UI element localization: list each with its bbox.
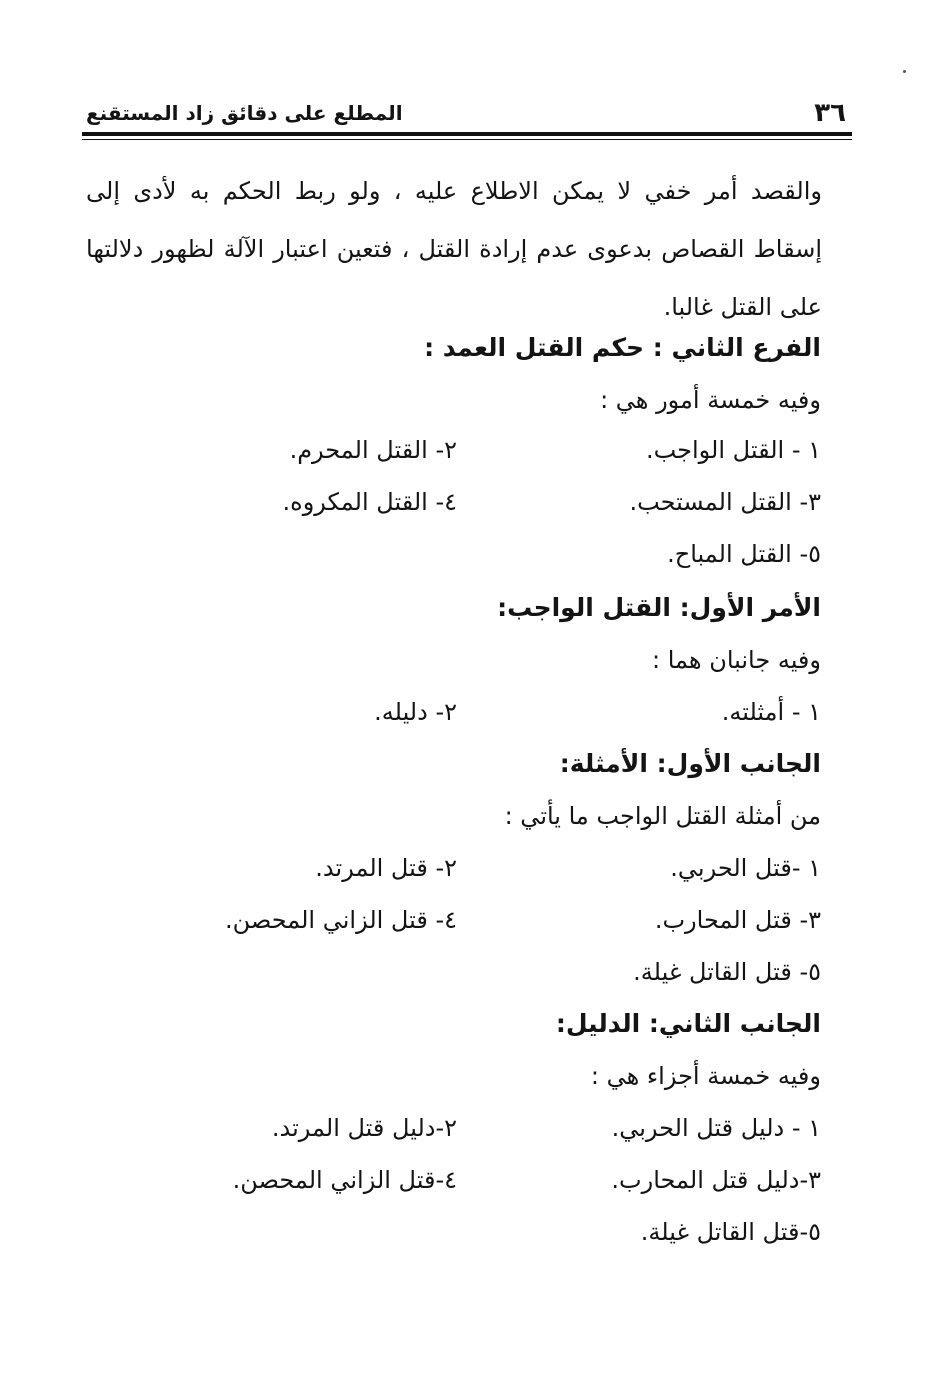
book-title: المطلع على دقائق زاد المستقنع xyxy=(86,101,403,125)
list-item: ٤- القتل المكروه. xyxy=(282,488,457,516)
heading-side1: الجانب الأول: الأمثلة: xyxy=(559,749,821,778)
list-item: ٣-دليل قتل المحارب. xyxy=(611,1166,821,1194)
page-number: ٣٦ xyxy=(814,98,846,128)
intro-paragraph: والقصد أمر خفي لا يمكن الاطلاع عليه ، ولو ربط الحكم به لأدى إلى إسقاط القصاص بدعوى عدم إرادة القتل ، فتعين اعتبار الآلة لظهور دلالتها على القتل غالبا. xyxy=(86,177,822,321)
list-item: ٢- قتل المرتد. xyxy=(315,854,457,882)
list-item: ٥- القتل المباح. xyxy=(667,540,821,568)
list-item: ١ -قتل الحربي. xyxy=(670,854,821,882)
branch2-intro: وفيه خمسة أمور هي : xyxy=(600,386,821,414)
list-item: ٢- دليله. xyxy=(374,698,457,726)
list-item: ٣- القتل المستحب. xyxy=(629,488,821,516)
list-item: ٥-قتل القاتل غيلة. xyxy=(640,1218,821,1246)
side2-intro: وفيه خمسة أجزاء هي : xyxy=(590,1062,821,1090)
scan-speck xyxy=(903,70,906,73)
list-item: ١ - القتل الواجب. xyxy=(645,436,821,464)
list-item: ٢- القتل المحرم. xyxy=(289,436,457,464)
header-rule-thin xyxy=(82,139,852,140)
list-item: ١ - أمثلته. xyxy=(721,698,821,726)
heading-branch2: الفرع الثاني : حكم القتل العمد : xyxy=(424,333,821,362)
matter1-intro: وفيه جانبان هما : xyxy=(652,646,821,674)
list-item: ١ - دليل قتل الحربي. xyxy=(611,1114,821,1142)
side1-intro: من أمثلة القتل الواجب ما يأتي : xyxy=(504,802,821,830)
list-item: ٤- قتل الزاني المحصن. xyxy=(225,906,457,934)
header-rule-thick xyxy=(82,132,852,136)
running-header xyxy=(82,88,852,144)
list-item: ٤-قتل الزاني المحصن. xyxy=(232,1166,457,1194)
list-item: ٢-دليل قتل المرتد. xyxy=(271,1114,457,1142)
list-item: ٣- قتل المحارب. xyxy=(654,906,821,934)
heading-side2: الجانب الثاني: الدليل: xyxy=(555,1009,821,1038)
list-item: ٥- قتل القاتل غيلة. xyxy=(633,958,821,986)
heading-matter1: الأمر الأول: القتل الواجب: xyxy=(497,593,821,622)
